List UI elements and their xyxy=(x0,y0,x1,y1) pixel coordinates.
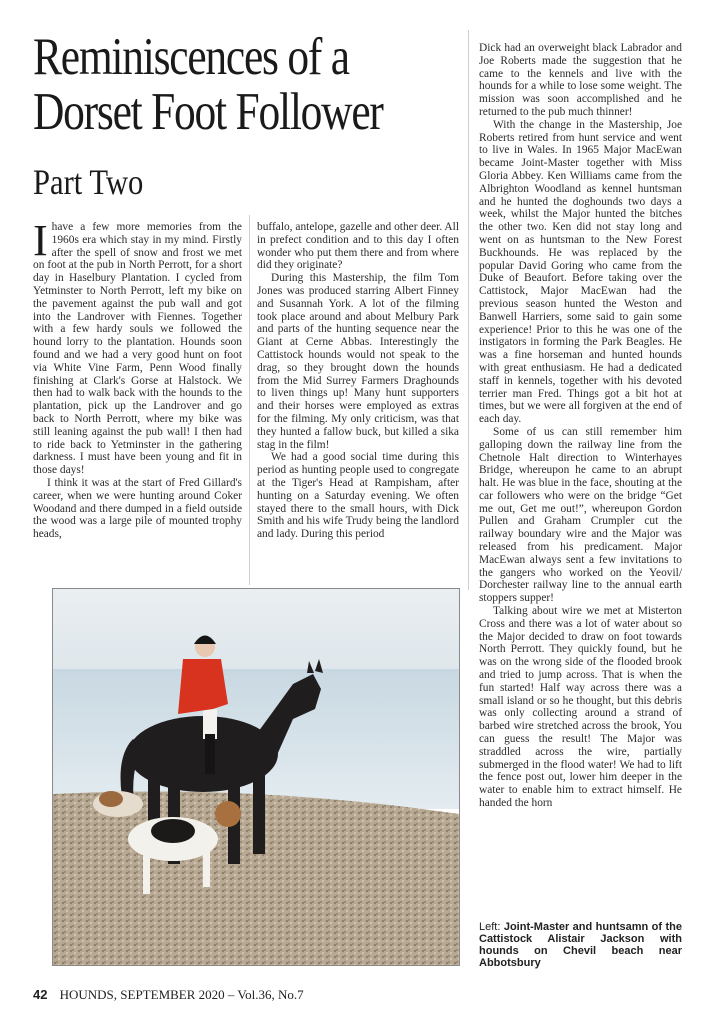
title-line-1: Reminiscences of a xyxy=(33,28,349,86)
caption-lead: Left: xyxy=(479,921,504,933)
article-column-1 xyxy=(33,216,242,541)
article-title xyxy=(33,30,383,140)
paragraph: With the change in the Mastership, Joe Roberts retired from hunt service and went to live in Wales. In 1965 Major MacEwan became Joint-Master together with Miss Gloria Abbey. Ken Williams came from the Albrighton Woodland as kennel huntsman and he hunted the doghounds two days a week, whilst the Major hunted the bitches the other two. Ken did not stay long and went on as huntsman to the New Forest Buckhounds. He was replaced by the popular David Goring who came from the Duke of Beaufort. Before taking over the Cattistock, Major MacEwan had the previous season hunted the Weston and Banwell Harriers, some said to gain some experience! Prior to this he was one of the instigators in forming the Park Beagles. He was a fine horseman and hunted hounds with great enthusiasm. He had a dedicated staff in kennels, together with his devoted terrier man Fred. Things got a bit hot at times, but we were all forgiven at the end of each day. xyxy=(479,118,682,426)
publication-masthead: HOUNDS, SEPTEMBER 2020 – Vol.36, No.7 xyxy=(59,987,304,1002)
sky xyxy=(53,589,459,669)
paragraph: Some of us can still remember him galloping down the railway line from the Chetnole Halt direction to Winterhayes Bridge, whereupon he came to an abrupt halt. He was blue in the face, shouting at the car followers who were on the bridge “Get me out, Get me out!”, whereupon Gordon Pullen and Graham Crumpler cut the railway boundary wire and the Major was released from his predicament. Major MacEwan always sent a few invitations to the gangers who worked on the Yeovil/ Dorchester railway line to the annual earth stoppers supper! xyxy=(479,425,682,605)
paragraph: Dick had an overweight black Labrador and Joe Roberts made the suggestion that he came to the kennels and live with the hounds for a while to lose some weight. The mission was soon accomplished and he returned to the pub much thinner! xyxy=(479,42,682,118)
photo-caption xyxy=(479,921,682,969)
page-number: 42 xyxy=(33,987,48,1002)
huntsman-on-beach-image xyxy=(53,589,459,965)
column-divider xyxy=(468,30,469,590)
article-column-3 xyxy=(479,42,682,810)
hound-background xyxy=(93,791,143,817)
article-subtitle: Part Two xyxy=(33,162,144,202)
article-column-2 xyxy=(257,221,459,541)
column-divider xyxy=(249,215,250,585)
title-line-2: Dorset Foot Follower xyxy=(33,83,383,141)
page-footer xyxy=(33,987,304,1003)
paragraph: Talking about wire we met at Misterton Cross and there was a lot of water about so the Major decided to draw on foot towards North Perrott. They quickly found, but he was on the wrong side of the flooded brook and tried to jump across. That is when the fun started! Half way across there was a small island or so he thought, but this debris was only collecting around a strand of barbed wire stretched across the brook, You can guess the result! The Major was straddled across the wire, partially submerged in the flood water! We had to lift the fence post out, lower him deeper in the water to enable him to extract himself. He handed the horn xyxy=(479,605,682,810)
drop-cap: I xyxy=(33,216,48,265)
paragraph: have a few more memories from the 1960s era which stay in my mind. Firstly after the spell of snow and frost we met on foot at the pub in North Perrott, for a short day in Haselbury Plantation. I cycled from Yetminster to North Perrott, left my bike on the pavement against the pub wall and got into the Landrover with Fiennes. Together with a few hardy souls we followed the hound lorry to the plantation. Hounds soon found and we had a very good hunt on foot via White Vine Farm, Penn Wood finally finishing at Clark's Gorse at Halstock. We then had to walk back with the hounds to the plantation, pick up the Landrover and go back to North Perrott, where my bike was still leaning against the pub wall! I then had to ride back to Yetminster in the gathering darkness. I must have been young and fit in those days! xyxy=(33,221,242,477)
caption-text: Joint-Master and huntsamn of the Cattistock Alistair Jackson with hounds on Chevil beach near Abbotsbury xyxy=(479,921,682,969)
paragraph: During this Mastership, the film Tom Jones was produced starring Albert Finney and Susannah York. A lot of the filming took place around and about Melbury Park and parts of the hunting sequence near the Giant at Cerne Abbas. Interestingly the Cattistock hounds would not speak to the drag, so they brought down the hounds from the Mid Surrey Farmers Draghounds to liven things up! Many hunt supporters and their horses were employed as extras for the filming. My only criticism, was that they hunted a fallow buck, but killed a sika stag in the film! xyxy=(257,272,459,451)
paragraph: buffalo, antelope, gazelle and other deer. All in prefect condition and to this day I often wonder who put them there and from where did they originate? xyxy=(257,221,459,272)
paragraph: We had a good social time during this period as hunting people used to congregate at the Tiger's Head at Rampisham, after hunting on a Saturday evening. We often stayed there to the small hours, with Dick Smith and his wife Trudy being the landlord and lady. During this period xyxy=(257,451,459,541)
paragraph: I think it was at the start of Fred Gillard's career, when we were hunting around Coker Woodand and there dumped in a field outside the wood was a large pile of mounted trophy heads, xyxy=(33,476,242,541)
article-photo xyxy=(52,588,460,966)
